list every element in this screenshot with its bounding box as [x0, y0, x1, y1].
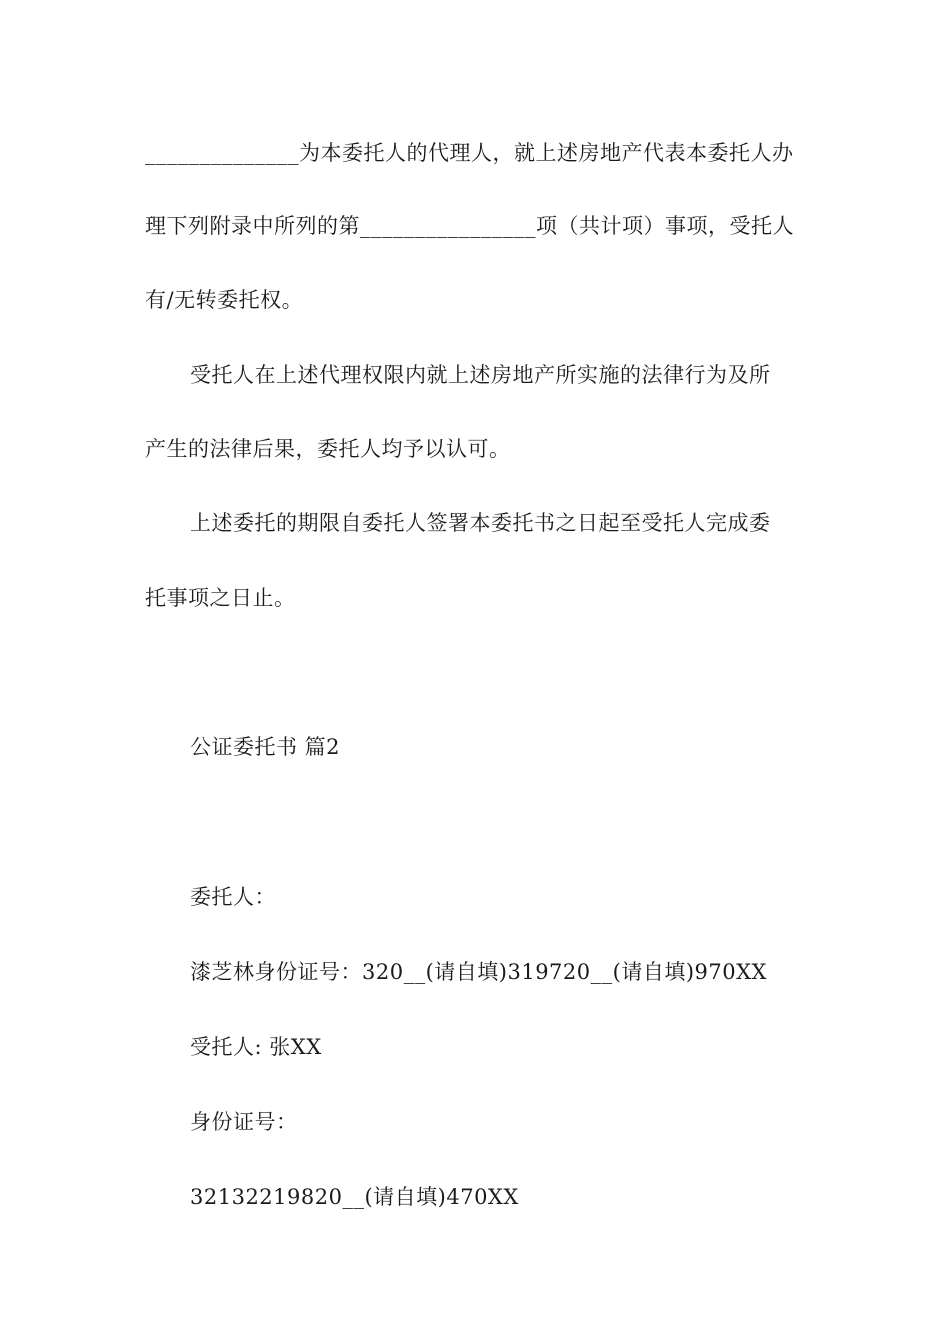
paragraph3-line1: 上述委托的期限自委托人签署本委托书之日起至受托人完成委 — [190, 511, 771, 535]
principal-id: 漆芝林身份证号：320__(请自填)319720__(请自填)970XX — [190, 960, 768, 984]
agent-id: 32132219820__(请自填)470XX — [190, 1185, 519, 1209]
paragraph3-line2: 托事项之日止。 — [145, 586, 296, 610]
section2-heading: 公证委托书 篇2 — [190, 735, 341, 759]
paragraph1-line1: ______________为本委托人的代理人，就上述房地产代表本委托人办 — [145, 141, 794, 165]
agent-line: 受托人: 张XX — [190, 1035, 322, 1059]
paragraph2-line1: 受托人在上述代理权限内就上述房地产所实施的法律行为及所 — [190, 363, 771, 387]
paragraph2-line2: 产生的法律后果，委托人均予以认可。 — [145, 437, 511, 461]
principal-label: 委托人： — [190, 885, 276, 909]
paragraph1-line2: 理下列附录中所列的第________________项（共计项）事项，受托人 — [145, 214, 794, 238]
agent-id-label: 身份证号： — [190, 1110, 298, 1134]
paragraph1-line3: 有/无转委托权。 — [145, 288, 304, 312]
